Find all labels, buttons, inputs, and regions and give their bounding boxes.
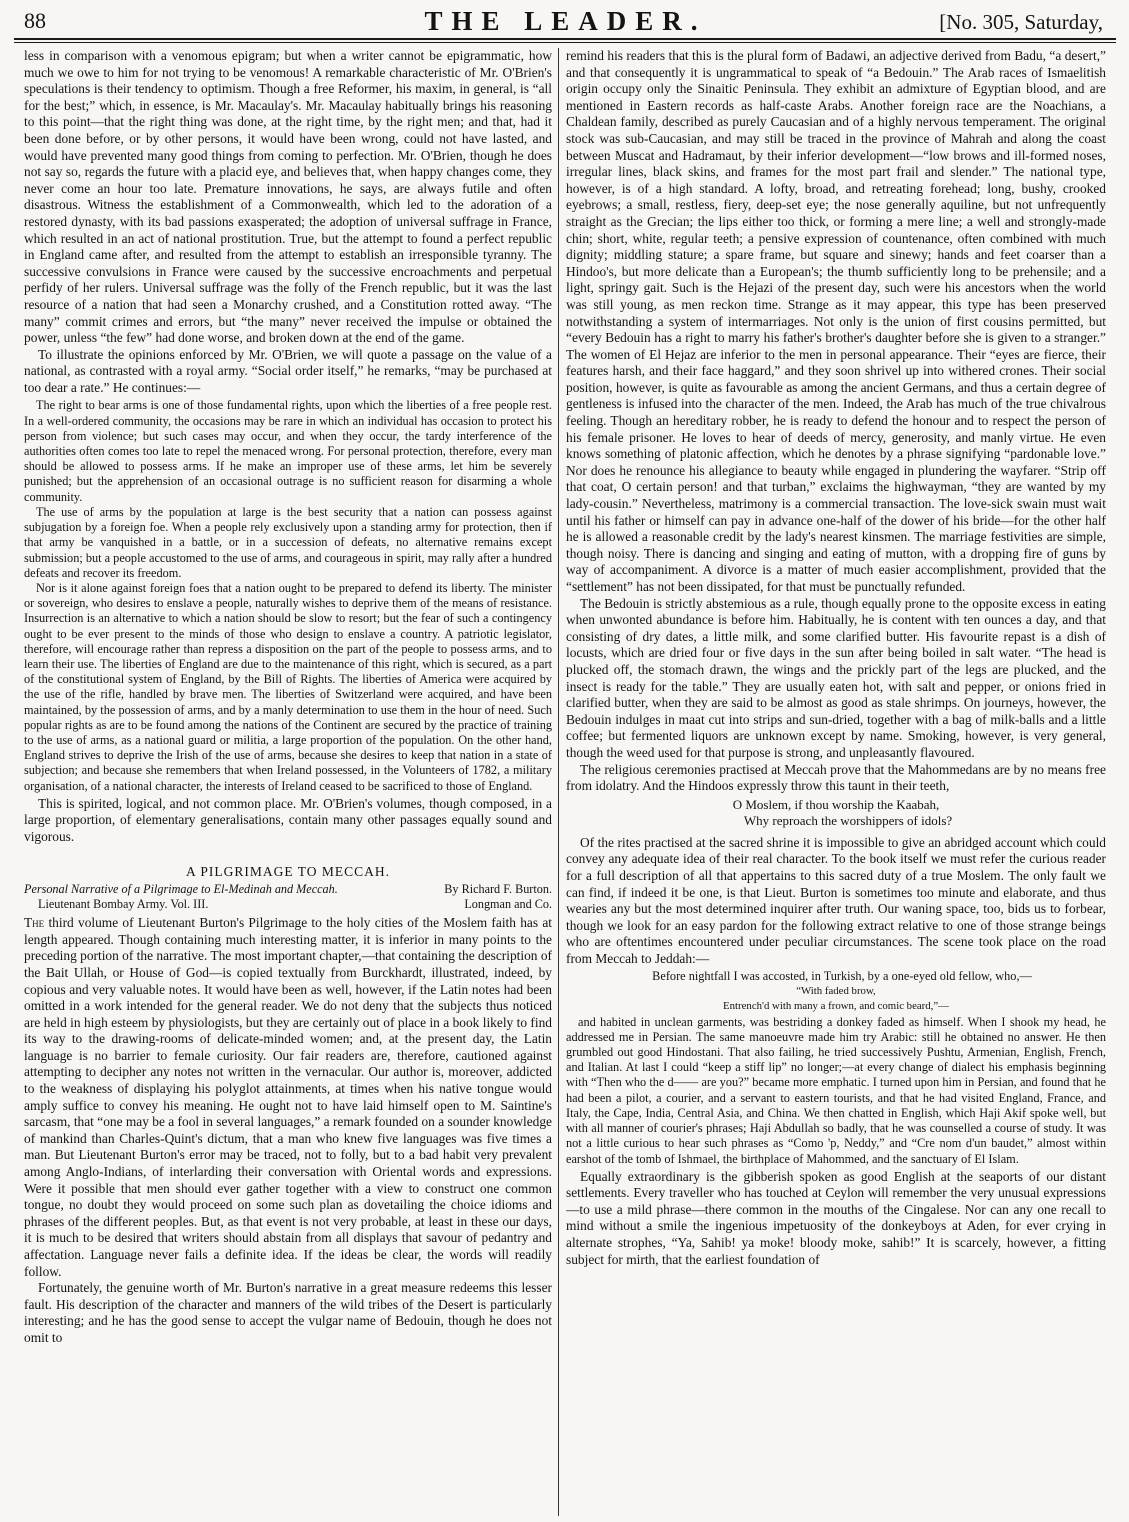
header-rule-thin xyxy=(14,42,1116,43)
newspaper-title: THE LEADER. xyxy=(424,6,707,36)
quote-paragraph: Before nightfall I was accosted, in Turkish, by a one-eyed old fellow, who,— xyxy=(652,969,1032,984)
issue-info: [No. 305, Saturday, xyxy=(939,10,1103,34)
book-title: Personal Narrative of a Pilgrimage to El-Medinah and Meccah. xyxy=(24,882,338,897)
paragraph: Of the rites practised at the sacred shrine it is impossible to give an abridged account which could convey any adequate idea of their real character. To the book itself we must refer the curious reader for a full description of all that appertains to this sacred duty of a true Moslem. The only fault we can find, if indeed it be one, is that Lieut. Burton is sometimes too minute and elaborate, and thus wearies any but the most determined inquirer after truth. Our waning space, too, bids us to forbear, though we look for an easy pardon for the following extract relative to one of those strange beings who are oftentimes encountered under peculiar circumstances. The scene took place on the road from Meccah to Jeddah:— xyxy=(566,834,1106,966)
masthead xyxy=(18,6,1113,40)
verse-line: “With faded brow, xyxy=(796,984,876,997)
header-rule xyxy=(14,38,1116,40)
verse-line: Entrench'd with many a frown, and comic beard,”— xyxy=(723,999,949,1012)
book-info xyxy=(24,882,552,897)
book-publisher: Longman and Co. xyxy=(464,896,552,911)
verse-line: Why reproach the worshippers of idols? xyxy=(743,812,953,828)
quote-paragraph: The right to bear arms is one of those fundamental rights, upon which the liberties of a free people rest. In a well-ordered community, the occasions may be rare in which an individual has occasion to protect his person from violence; but such cases may occur, and when they occur, the tardy interference of the authorities often comes too late to repel the menaced wrong. For personal protection, therefore, every man should be allowed to possess arms. If he make an improper use of these arms, let him be severely punished; but the apprehension of an occasional outrage is no sufficient reason for disarming a whole community. xyxy=(24,398,552,504)
quote-paragraph: The use of arms by the population at large is the best security that a nation can possess against subjugation by a foreign foe. When a people rely exclusively upon a standing army for protection, then if that army be vanquished in a battle, or in a succession of defeats, no alternative remains except submission; but a people accustomed to the use of arms, and courageous in spirit, may rally after a hundred defeats and recover its freedom. xyxy=(24,504,552,580)
paragraph: This is spirited, logical, and not common place. Mr. O'Brien's volumes, though composed, in a large proportion, of elementary generalisations, contain many other passages equally sound and vigorous. xyxy=(24,795,552,844)
paragraph: The religious ceremonies practised at Meccah prove that the Mahommedans are by no means free from idolatry. And the Hindoos expressly throw this taunt in their teeth, xyxy=(566,761,1106,794)
right-column xyxy=(566,48,1106,1518)
verse-line: O Moslem, if thou worship the Kaabah, xyxy=(732,796,940,812)
quote-paragraph: and habited in unclean garments, was bestriding a donkey faded as himself. When I shook my head, he addressed me in Persian. The same manoeuvre made him try Arabic: still he obtained no answer. He then grumbled out good Hindostani. That also failing, he tried successively Pushtu, Armenian, English, French, and Italian. At last I could “keep a stiff lip” no longer;—at every change of dialect his emphasis beginning with “Then who the d—— are you?” became more emphatic. I turned upon him in Persian, and found that he had been a pilot, a courier, and a servant to eastern tourists, and that he had visited England, France, and Italy, the Cape, India, Central Asia, and China. We then chatted in English, which Haji Akif spoke well, but with all manner of courier's phrases; Haji Abdullah so badly, that he was counselled a course of study. It was not a little curious to hear such phrases as “Como 'p, Neddy,” and “Cre nom d'un baudet,” almost within earshot of the tomb of Ishmael, the birthplace of Mahommed, and the sanctuary of El Islam. xyxy=(566,1014,1106,1166)
lead-word: The xyxy=(24,915,45,931)
block-quote xyxy=(566,969,1106,1166)
paragraph: Equally extraordinary is the gibberish spoken as good English at the seaports of our distant settlements. Every traveller who has touched at Ceylon will remember the very unusual expressions—to use a mild phrase—there common in the mouths of the Cingalese. Nor can any one recall to mind without a smile the ingenious impetuosity of the donkeyboys at Aden, for ever crying in alternate strophes, “Ya, Sahib! ya moke! bloody moke, sahib!” It is scarcely, however, a fitting subject for mirth, that the earliest foundation of xyxy=(566,1168,1106,1267)
block-quote xyxy=(24,398,552,793)
paragraph xyxy=(24,915,552,1280)
column-divider xyxy=(558,48,559,1516)
book-author: By Richard F. Burton. xyxy=(444,882,552,897)
page-number: 88 xyxy=(24,8,46,33)
quote-paragraph: Nor is it alone against foreign foes that a nation ought to be prepared to defend its liberty. The minister or sovereign, who desires to enslave a people, naturally wishes to deprive them of the means of resistance. Insurrection is an alternative to which a nation should be slow to resort; but the fear of such a contingency ought to be ever present to the minds of those who design to enslave a country. A patriotic legislator, therefore, will encourage rather than repress a disposition on the part of the people to possess arms, and to learn their use. The liberties of England are due to the maintenance of this right, which is secured, as a part of the constitutional system of England, by the Bill of Rights. The liberties of America were acquired by the use of the rifle, handled by brave men. The liberties of Switzerland were acquired, and have been maintained, by the possession of arms, and by a manly determination to use them in the hour of need. Such popular rights as are to be found among the nations of the Continent are secured by the practice of training to the use of arms, as a national guard or militia, a large proportion of the population. On the other hand, England strives to deprive the Irish of the use of arms, because she desires to keep that nation in a state of subjection; and because she remembers that when Ireland possessed, in the Volunteers of 1782, a military organisation, of a national character, the interests of Ireland ceased to be sacrificed to those of England. xyxy=(24,580,552,793)
paragraph: remind his readers that this is the plural form of Badawi, an adjective derived from Badu, “a desert,” and that consequently it is ungrammatical to speak of “a Bedouin.” The Arab races of Ismaelitish origin occupy only the Sinaitic Peninsula. They exhibit an admixture of Egyptian blood, and are mentioned in Eastern records as half-caste Arabs. Another foreign race are the Noachians, a Chaldean family, described as purely Caucasian and of a highly nervous temperament. The original stock was sub-Caucasian, and may still be traced in the province of Mahrah and along the coast between Muscat and Hadramaut, by their inferior development—“low brows and ill-formed noses, irregular lines, black skins, and frames for the most part frail and slender.” The national type, however, is of a high standard. A lofty, broad, and retreating forehead; long, bushy, crooked eyebrows; a small, restless, fiery, deep-set eye; the nose generally aquiline, but not unfrequently straight as the Grecian; the lips either too thick, or forming a mere line; a well and strongly-made chin; short, white, regular teeth; a pensive expression of countenance, often combined with much dignity; middling stature; a spare frame, but square and sinewy; hands and feet coarser than a Hindoo's, but more delicate than a European's; the thumb sufficiently long to be prehensile; and a light, springy gait. Such is the Hejazi of the present day, such were his ancestors when the world was still young, as men reckon time. Strange as it may appear, this type has been preserved notwithstanding a system of intermarriages. Not only is the union of first cousins permitted, but “every Bedouin has a right to marry his father's brother's daughter before she is given to a stranger.” The women of El Hejaz are inferior to the men in personal appearance. Their “eyes are fierce, their features harsh, and their face haggard,” and they soon shrivel up into withered crones. Their social position, however, is quite as favourable as among the ancient Germans, and thus a certain degree of gentleness is infused into the character of the men. Indeed, the Arab has much of the true chivalrous feeling. Though an hereditary robber, he is ready to defend the honour and to respect the person of his female prisoner. He loves to hear of deeds of mercy, generosity, and manly virtue. He even knows something of platonic affection, which he denotes by a phrase signifying “pardonable love.” Nor does he renounce his allegiance to beauty while engaged in plundering the wayfarer. “Strip off that coat, O certain person! and that turban,” exclaims the highwayman, “they are wanted by my lady-cousin.” Nevertheless, matrimony is a commercial transaction. The love-sick swain must wait until his father or himself can pay in advance one-half of the dower of his bride—for the other half he is allowed a reasonable credit by the lady's nearest kinsmen. The marriage festivities are simple, though noisy. There is dancing and singing and eating of mutton, with a dropping fire of guns by way of accompaniment. A divorce is a matter of much easier accomplishment, provided that the “settlement” has not been dissipated, for that must be punctually refunded. xyxy=(566,48,1106,594)
left-column xyxy=(24,48,552,1518)
paragraph: To illustrate the opinions enforced by Mr. O'Brien, we will quote a passage on the value of a national, as contrasted with a royal army. “Social order itself,” he remarks, “may be purchased at too dear a rate.” He continues:— xyxy=(24,346,552,395)
book-rank: Lieutenant Bombay Army. Vol. III. xyxy=(38,896,209,911)
paragraph: The Bedouin is strictly abstemious as a rule, though equally prone to the opposite excess in eating when unwonted abundance is before him. Habitually, he is content with ten ounces a day, and that consisting of dry dates, a little milk, and some clarified butter. His favourite repast is a dish of locusts, which are dried four or five days in the sun after being boiled in salt water. “The head is plucked off, the stomach drawn, the wings and the prickly part of the legs are plucked, and the insect is ready for the table.” They are usually eaten hot, with salt and pepper, or onions fried in clarified butter, when they are said to be almost as good as stale shrimps. On journeys, however, the Bedouin indulges in maat cut into strips and sun-dried, together with a bag of milk-balls and a little coffee; but fermented liquors are unknown except by name. Smoking, however, is very general, though the weed used for that purpose is strong, and unpleasantly flavoured. xyxy=(566,595,1106,760)
paragraph-text: third volume of Lieutenant Burton's Pilgrimage to the holy cities of the Moslem faith has at length appeared. Though containing much interesting matter, it is inferior in many points to the preceding portion of the narrative. The most important chapter,—that containing the description of the Bait Ullah, or House of God—is copied textually from Burckhardt, illustrated, indeed, by copious and very valuable notes. It would have been as well, however, if the Latin notes had been omitted in a work intended for the general reader. We do not deny that the subjects thus noticed are held in high esteem by physiologists, but they are certainly out of place in a book likely to find its way to the drawing-rooms of delicate-minded women; and, at the present day, the Latin language is no barrier to female curiosity. Our fair readers are, therefore, cautioned against attempting to decipher any notes not written in the vernacular. Our author is, moreover, addicted to the weakness of displaying his polyglot attainments, at times when his native tongue would amply suffice to convey his meaning. He ought not to have laid himself open to M. Saintine's sarcasm, that “one may be a fool in several languages,” a remark founded on a sounder knowledge of mankind than Charles-Quint's dictum, that a man who knew five languages was five times a man. But Lieutenant Burton's error may be traced, not to folly, but to a bad habit very prevalent among Anglo-Indians, of interlarding their conversation with Oriental words and expressions. Were it possible that men should ever gather together with a view to construct one common tongue, no doubt they would proceed on some such plan as dovetailing the choice idioms and phrases of the different peoples. But, as that event is not very probable, at least in these our days, it is much to be desired that writers should abstain from all displays that savour of pedantry and affectation. Language never fails a definite idea. If the ideas be clear, the words will readily follow. xyxy=(24,915,552,1279)
book-info-2 xyxy=(24,897,552,912)
paragraph: less in comparison with a venomous epigram; but when a writer cannot be epigrammatic, how much we owe to him for not trying to be venomous! A remarkable characteristic of Mr. O'Brien's speculations is their tendency to optimism. Though a free Reformer, his maxim, in general, is “all for the best;” which, in essence, is Mr. Macaulay's. Mr. Macaulay habitually brings his reasoning to this point—that the right thing was done, at the right time, by the right men; and that, had it been done before, or by other persons, it would have been wrong, could not have lasted, and would have prevented many good things from coming to perfection. Mr. O'Brien, though he does not say so, regards the future with a placid eye, and believes that, when happy changes come, they never come an hour too late. Premature innovations, he says, are always futile and often disastrous. Witness the establishment of a Commonwealth, which led to the adoration of a restored dynasty, with its bad passions exasperated; the adoption of universal suffrage in France, which resulted in an act of national prostitution. True, but the attempt to found a perfect republic in England came after, and resulted from the attempt to establish an irresponsible tyranny. The successive convulsions in France were caused by the successive encroachments and perpetual perfidy of her rulers. Universal suffrage was the folly of the French republic, but it was the last resource of a nation that had seen a Monarchy crushed, and a Constitution rotted away. “The many” commit crimes and errors, but “the many” never received the impulse or obtained the power, unless “the few” had done worse, and broken down at the end of the game. xyxy=(24,48,552,346)
paragraph: Fortunately, the genuine worth of Mr. Burton's narrative in a great measure redeems this lesser fault. His description of the character and manners of the wild tribes of the Desert is particularly interesting; and he has the good sense to accept the vulgar name of Bedouin, though he does not omit to xyxy=(24,1280,552,1345)
article-heading: A PILGRIMAGE TO MECCAH. xyxy=(185,863,391,879)
verse xyxy=(566,797,1106,829)
